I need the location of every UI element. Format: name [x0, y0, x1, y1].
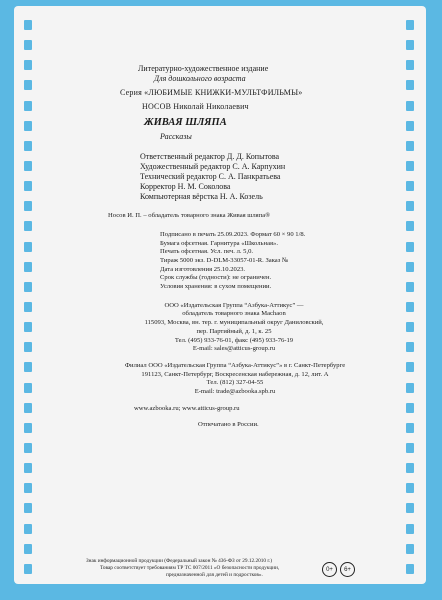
print-info-block — [114, 231, 354, 292]
edition-type: Литературно-художественное издание — [138, 64, 269, 73]
branch-line: Филиал ООО «Издательская Группа “Азбука-Аттикус”» в г. Санкт-Петербурге — [124, 361, 346, 369]
footer-line: Товар соответствует требованиям ТР ТС 007/2011 «О безопасности продукции, — [100, 565, 280, 572]
publisher-line: пер. Партийный, д. 1, к. 25 — [196, 327, 272, 335]
credit-line: Компьютерная вёрстка Н. А. Козель — [140, 192, 263, 202]
age-badge: 0+ — [322, 562, 337, 577]
author-name: НОСОВ Николай Николаевич — [142, 102, 249, 111]
publisher-line: ООО «Издательская Группа “Азбука-Аттикус” — — [164, 301, 304, 309]
print-line: Бумага офсетная. Гарнитура «Школьная». — [160, 239, 278, 247]
age-category: Для дошкольного возраста — [154, 74, 246, 83]
filmstrip-holes-right — [406, 20, 416, 574]
branch-line: E-mail: trade@azbooka.spb.ru — [194, 388, 276, 396]
print-line: Срок службы (годности): не ограничен. — [160, 274, 272, 282]
print-line: Тираж 5000 экз. D-DLM-33057-01-R. Заказ № — [160, 256, 289, 264]
footer-line: предназначенной для детей и подростков». — [166, 572, 263, 579]
credit-line: Корректор Н. М. Соколова — [140, 182, 231, 192]
imprint-content — [108, 64, 354, 430]
publisher-line: 115093, Москва, вн. тер. г. муниципальный округ Даниловский, — [144, 319, 324, 327]
websites: www.azbooka.ru; www.atticus-group.ru — [134, 404, 240, 412]
publisher-block — [114, 302, 354, 354]
filmstrip-holes-left — [24, 20, 34, 574]
credit-line: Ответственный редактор Д. Д. Копытова — [140, 152, 280, 162]
print-line: Подписано в печать 25.09.2023. Формат 60 × 90 1/8. — [160, 230, 306, 238]
credit-line: Художественный редактор С. А. Карпухин — [140, 162, 286, 172]
publisher-line: обладатель товарного знака Machaon — [182, 310, 286, 318]
credits-block — [114, 152, 354, 202]
print-line: Условия хранения: в сухом помещении. — [160, 283, 272, 291]
branch-line: Тел. (812) 327-04-55 — [206, 379, 264, 387]
credit-line: Технический редактор С. А. Панкратьева — [140, 172, 281, 182]
footer-line: Знак информационной продукции (Федеральный закон № 436-ФЗ от 29.12.2010 г.) — [86, 558, 273, 564]
branch-line: 191123, Санкт-Петербург, Воскресенская набережная, д. 12, лит. А — [141, 370, 329, 378]
age-badge: 6+ — [340, 562, 355, 577]
printed-in-russia: Отпечатано в России. — [198, 421, 259, 429]
branch-block — [90, 362, 380, 397]
book-genre: Рассказы — [160, 132, 192, 142]
publisher-line: Тел. (495) 933-76-01, факс (495) 933-76-19 — [174, 336, 294, 344]
age-rating-badges — [322, 562, 355, 577]
book-title: ЖИВАЯ ШЛЯПА — [144, 117, 227, 128]
print-line: Печать офсетная. Усл. печ. л. 5,0. — [160, 248, 254, 256]
trademark-notice: Носов И. П. – обладатель товарного знака Живая шляпа® — [108, 212, 271, 220]
publisher-line: E-mail: sales@atticus-group.ru — [192, 345, 276, 353]
print-line: Дата изготовления 25.10.2023. — [160, 265, 246, 273]
series-name: Серия «ЛЮБИМЫЕ КНИЖКИ-МУЛЬТФИЛЬМЫ» — [120, 88, 303, 97]
